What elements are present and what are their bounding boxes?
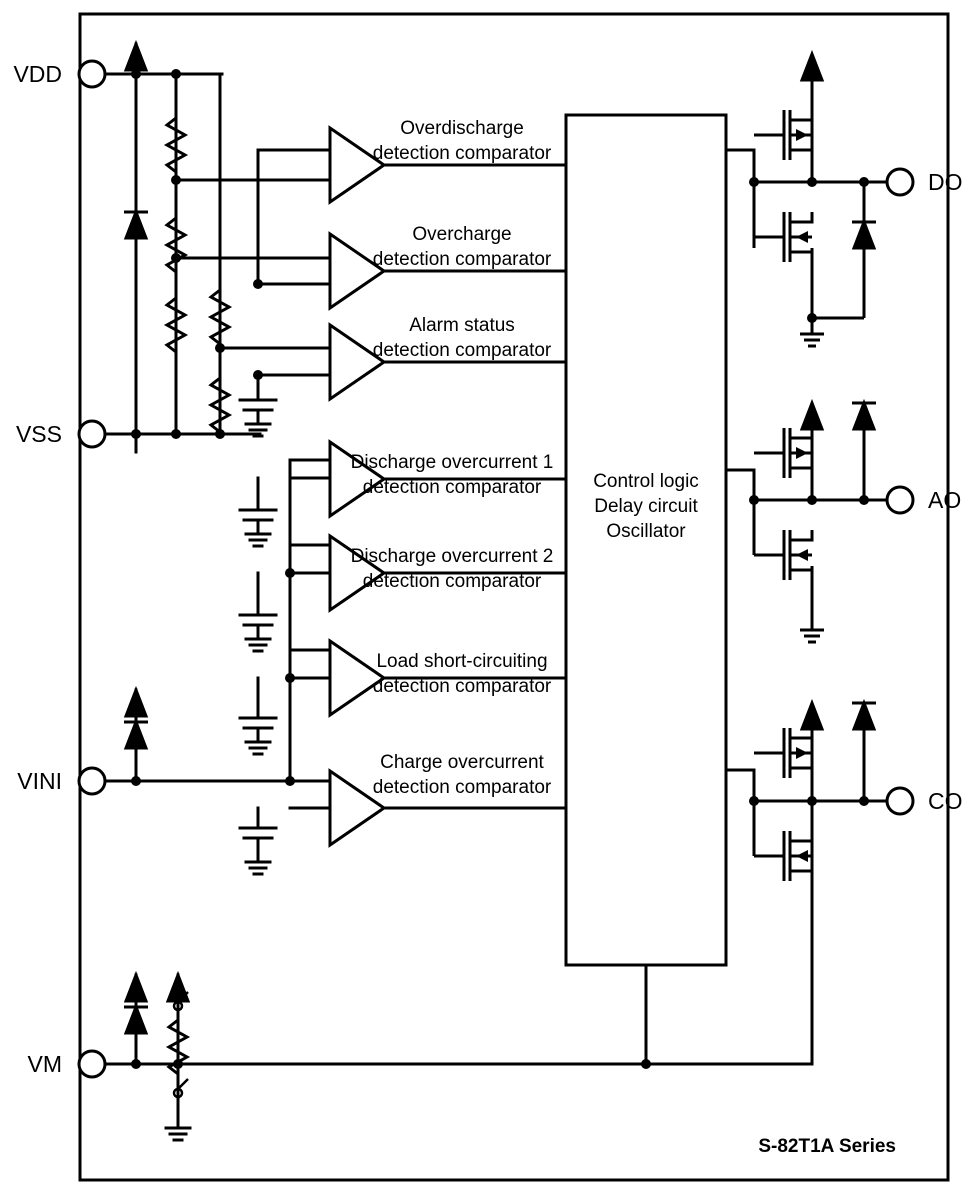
diode-vm-1 [126, 975, 146, 1001]
comparator-label-dischg-oc2-line1: Discharge overcurrent 2 [350, 546, 554, 567]
comparator-label-dischg-oc1-line1: Discharge overcurrent 1 [350, 452, 554, 473]
comparator-label-dischg-oc1-line2: detection comparator [362, 477, 542, 498]
pin-do-terminal [887, 169, 913, 195]
comparator-label-overdischarge-line2: detection comparator [372, 143, 552, 164]
comparator-label-load-short-line2: detection comparator [372, 676, 552, 697]
comparator-label-overcharge-line1: Overcharge [412, 224, 512, 245]
pin-label-vm: VM [27, 1051, 62, 1077]
control-logic-line2: Delay circuit [594, 496, 698, 517]
control-logic-line3: Oscillator [606, 521, 686, 542]
pin-label-vdd: VDD [13, 61, 62, 87]
comparator-label-alarm-line2: detection comparator [372, 340, 552, 361]
pin-vm-terminal [79, 1051, 105, 1077]
pin-vss-terminal [79, 421, 105, 447]
comparator-label-overdischarge-line1: Overdischarge [400, 118, 524, 139]
output-stage-do [726, 54, 888, 346]
comparator-label-charge-oc-line2: detection comparator [372, 777, 552, 798]
comparator-overdischarge [330, 128, 384, 202]
pin-label-vss: VSS [15, 421, 62, 447]
output-stage-ao [726, 403, 888, 642]
diode-vini-2 [126, 722, 146, 748]
diode-vini-1 [126, 690, 146, 716]
diode-vdd-up [126, 44, 146, 70]
esd-protection-symbols [124, 44, 876, 1033]
diode-vdd-branch [126, 212, 146, 238]
pin-terminals [79, 61, 913, 1077]
pin-label-vini: VINI [17, 768, 62, 794]
comparator-label-dischg-oc2-line2: detection comparator [362, 571, 542, 592]
comparator-label-charge-oc-line1: Charge overcurrent [380, 752, 544, 773]
pin-co-terminal [887, 788, 913, 814]
pin-label-ao: AO [928, 487, 962, 513]
comparator-label-load-short-line1: Load short-circuiting [376, 651, 548, 672]
pin-ao-terminal [887, 487, 913, 513]
control-logic-line1: Control logic [593, 471, 699, 492]
pin-label-do: DO [928, 169, 963, 195]
pin-label-co: CO [928, 788, 963, 814]
diode-vm-3 [168, 975, 188, 1001]
comparator-label-alarm-line1: Alarm status [409, 315, 515, 336]
comparator-overcharge [330, 234, 384, 308]
series-label: S-82T1A Series [758, 1136, 896, 1157]
junction-dots [131, 69, 869, 1069]
diode-vm-2 [126, 1007, 146, 1033]
comparator-label-overcharge-line2: detection comparator [372, 249, 552, 270]
pin-vini-terminal [79, 768, 105, 794]
diode-do-clamp [854, 222, 874, 248]
pin-vdd-terminal [79, 61, 105, 87]
comparator-alarm-status [330, 325, 384, 399]
chip-outline [80, 14, 948, 1180]
